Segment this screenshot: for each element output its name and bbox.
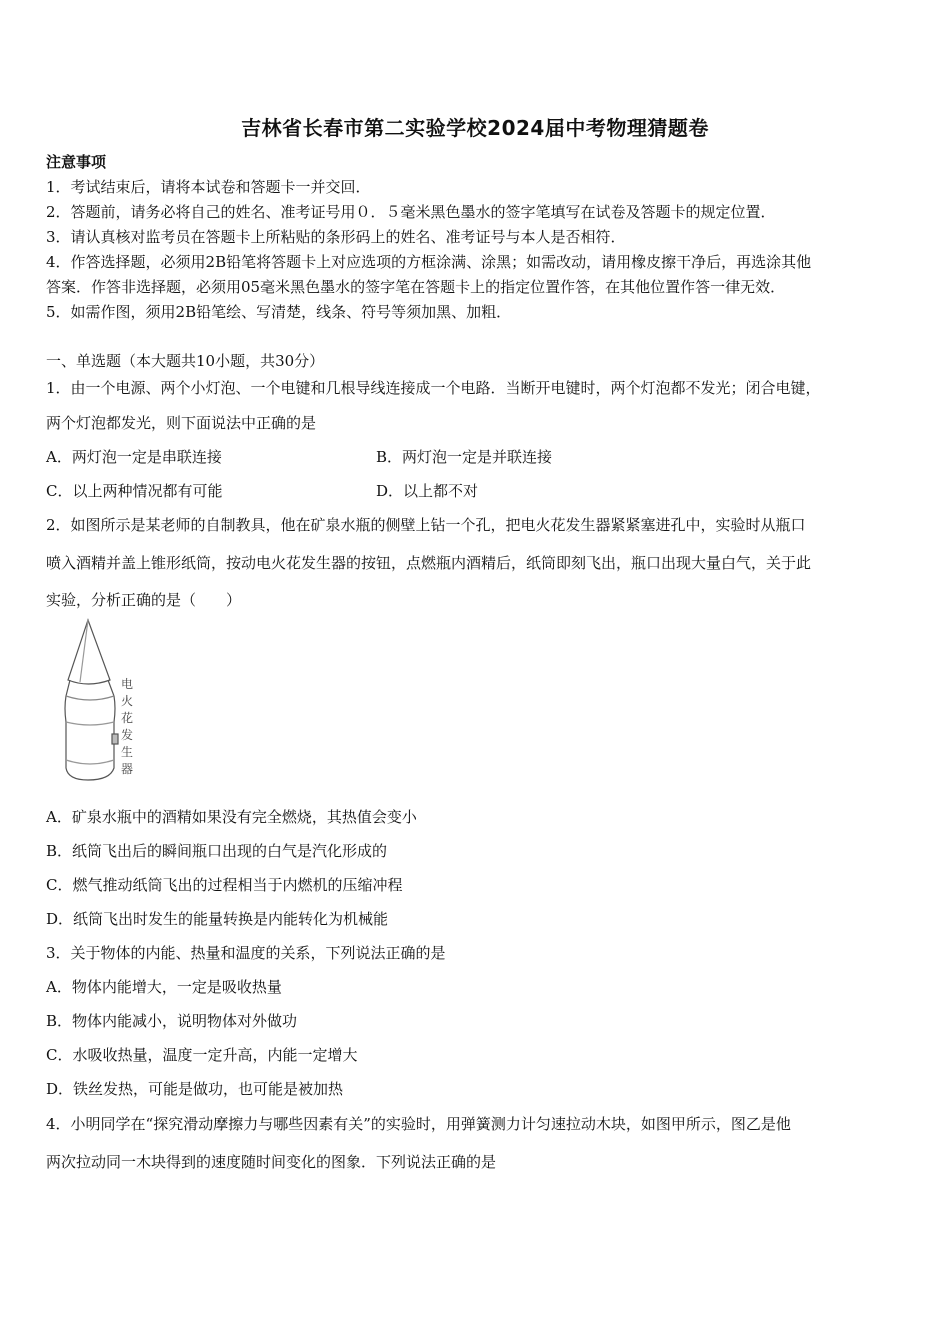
question-1-option-a: A．两灯泡一定是串联连接 <box>46 448 222 466</box>
figure-label: 电火花发生器 <box>120 677 133 776</box>
notice-item: 答案．作答非选择题，必须用05毫米黑色墨水的签字笔在答题卡上的指定位置作答，在其他位置作答一律无效． <box>46 278 786 296</box>
question-2-text: 2．如图所示是某老师的自制教具，他在矿泉水瓶的侧壁上钻一个孔，把电火花发生器紧紧塞进孔中，实验时从瓶口 <box>46 516 806 534</box>
question-3-text: 3．关于物体的内能、热量和温度的关系，下列说法正确的是 <box>46 944 446 962</box>
question-1-option-c: C．以上两种情况都有可能 <box>46 482 223 500</box>
question-4-text: 两次拉动同一木块得到的速度随时间变化的图象．下列说法正确的是 <box>46 1153 497 1171</box>
question-3-option-a: A．物体内能增大，一定是吸收热量 <box>46 978 282 996</box>
question-2-option-b: B．纸筒飞出后的瞬间瓶口出现的白气是汽化形成的 <box>46 842 388 860</box>
question-2-option-a: A．矿泉水瓶中的酒精如果没有完全燃烧，其热值会变小 <box>46 808 417 826</box>
question-1-text: 1．由一个电源、两个小灯泡、一个电键和几根导线连接成一个电路．当断开电键时，两个灯泡都不发光；闭合电键， <box>46 379 821 397</box>
section-heading: 一、单选题（本大题共10小题，共30分） <box>46 352 325 370</box>
question-3-option-d: D．铁丝发热，可能是做功，也可能是被加热 <box>46 1080 344 1098</box>
question-4-text: 4．小明同学在“探究滑动摩擦力与哪些因素有关”的实验时，用弹簧测力计匀速拉动木块，如图甲所示，图乙是他 <box>46 1115 791 1133</box>
notice-item: 4．作答选择题，必须用2B铅笔将答题卡上对应选项的方框涂满、涂黑；如需改动，请用橡皮擦干净后，再选涂其他 <box>46 253 812 271</box>
notice-item: 2．答题前，请务必将自己的姓名、准考证号用０．５毫米黑色墨水的签字笔填写在试卷及答题卡的规定位置． <box>46 203 776 221</box>
question-2-option-d: D．纸筒飞出时发生的能量转换是内能转化为机械能 <box>46 910 389 928</box>
notice-item: 1．考试结束后，请将本试卷和答题卡一并交回． <box>46 178 371 196</box>
question-2-text: 实验，分析正确的是（ ） <box>46 591 242 609</box>
page-title: 吉林省长春市第二实验学校2024届中考物理猜题卷 <box>241 116 709 140</box>
notice-item: 3．请认真核对监考员在答题卡上所粘贴的条形码上的姓名、准考证号与本人是否相符． <box>46 228 626 246</box>
question-2-text: 喷入酒精并盖上锥形纸筒，按动电火花发生器的按钮，点燃瓶内酒精后，纸筒即刻飞出，瓶口出现大量白气，关于此 <box>46 554 812 572</box>
question-1-option-d: D．以上都不对 <box>376 482 479 500</box>
question-2-option-c: C．燃气推动纸筒飞出的过程相当于内燃机的压缩冲程 <box>46 876 403 894</box>
question-3-option-c: C．水吸收热量，温度一定升高，内能一定增大 <box>46 1046 358 1064</box>
question-1-text: 两个灯泡都发光，则下面说法中正确的是 <box>46 414 317 432</box>
notice-heading: 注意事项 <box>46 153 107 171</box>
question-1-option-b: B．两灯泡一定是并联连接 <box>376 448 553 466</box>
notice-item: 5．如需作图，须用2B铅笔绘、写清楚，线条、符号等须加黑、加粗． <box>46 303 512 321</box>
question-3-option-b: B．物体内能减小，说明物体对外做功 <box>46 1012 298 1030</box>
